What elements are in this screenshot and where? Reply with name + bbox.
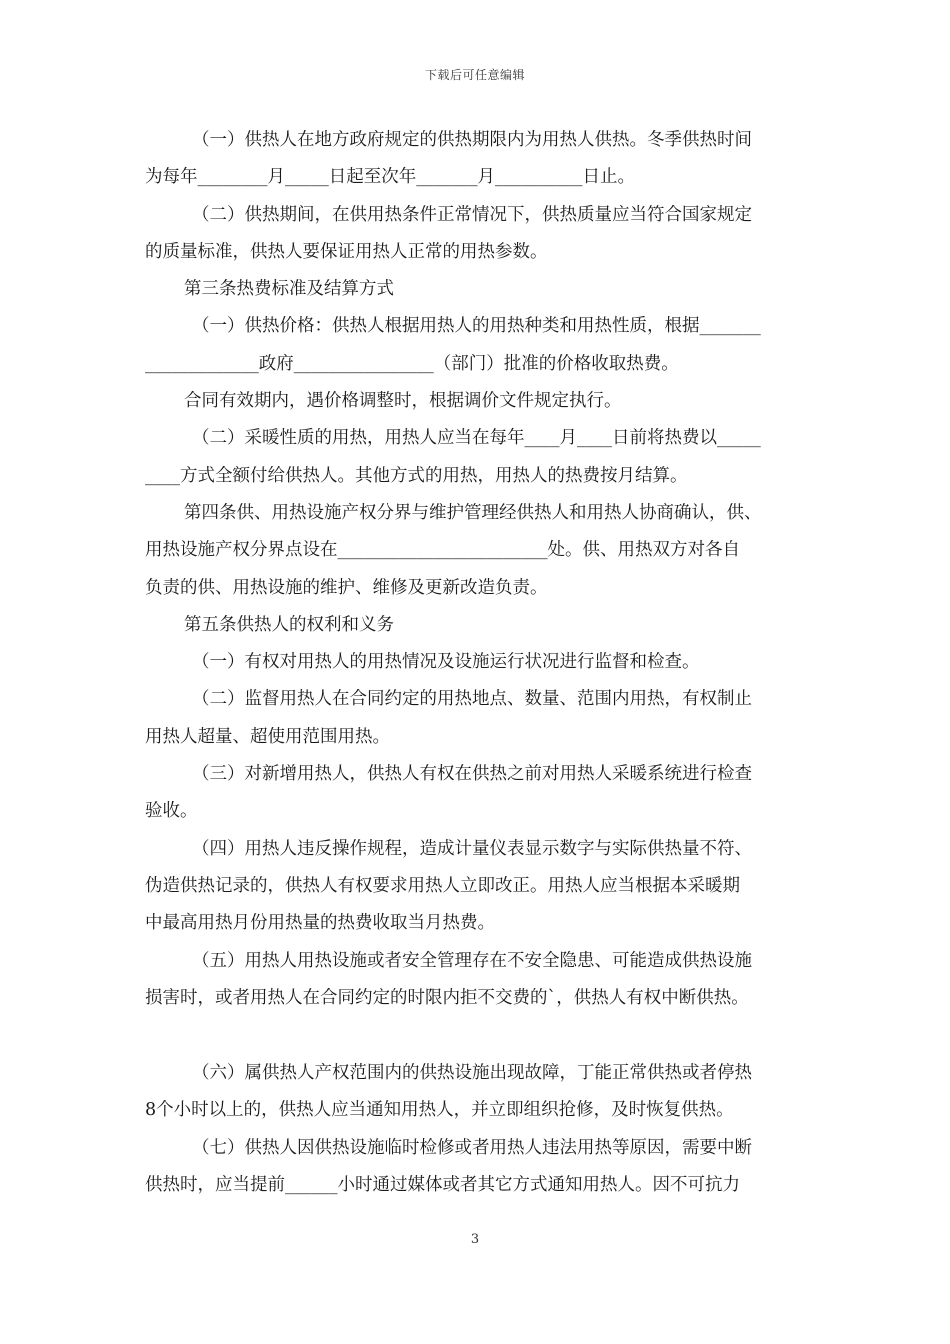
text-line: （一）供热人在地方政府规定的供热期限内为用热人供热。冬季供热时间 — [192, 130, 752, 150]
text-line: 8个小时以上的，供热人应当通知用热人，并立即组织抢修，及时恢复供热。 — [145, 1100, 734, 1121]
text-line: （二）供热期间，在供用热条件正常情况下，供热质量应当符合国家规定 — [192, 204, 752, 225]
text-line: 为每年________月_____日起至次年_______月__________日止。 — [145, 167, 635, 188]
text-line: 供热时，应当提前______小时通过媒体或者其它方式通知用热人。因不可抗力 — [145, 1175, 740, 1196]
text-line: 损害时，或者用热人在合同约定的时限内拒不交费的`，供热人有权中断供热。 — [145, 987, 749, 1008]
text-line: （二）采暖性质的用热，用热人应当在每年____月____日前将热费以_____ — [192, 428, 761, 449]
text-line: 负责的供、用热设施的维护、维修及更新改造负责。 — [145, 577, 548, 598]
text-line: （一）供热价格：供热人根据用热人的用热种类和用热性质，根据_______ — [192, 316, 761, 337]
text-line: 的质量标准，供热人要保证用热人正常的用热参数。 — [145, 241, 548, 262]
section-heading: 第三条热费标准及结算方式 — [184, 279, 394, 300]
section-heading: 第四条供、用热设施产权分界与维护管理经供热人和用热人协商确认，供、 — [184, 502, 762, 523]
text-line: 用热人超量、超使用范围用热。 — [145, 726, 390, 747]
section-heading: 第五条供热人的权利和义务 — [184, 614, 394, 635]
text-line: 验收。 — [145, 801, 198, 822]
text-line: （一）有权对用热人的用热情况及设施运行状况进行监督和检查。 — [192, 652, 700, 673]
text-line: 用热设施产权分界点设在________________________处。供、用热双方对各自 — [145, 540, 740, 561]
text-line: （四）用热人违反操作规程，造成计量仪表显示数字与实际供热量不符、 — [192, 838, 752, 859]
text-line: 中最高用热月份用热量的热费收取当月热费。 — [145, 913, 495, 934]
document-body — [145, 122, 825, 1204]
page-header: 下载后可任意编辑 — [424, 68, 525, 82]
text-line: （五）用热人用热设施或者安全管理存在不安全隐患、可能造成供热设施 — [192, 950, 752, 971]
paragraph-gap — [145, 1017, 825, 1055]
text-line: （七）供热人因供热设施临时检修或者用热人违法用热等原因，需要中断 — [192, 1137, 752, 1158]
page-number: 3 — [470, 1232, 480, 1247]
text-line: （三）对新增用热人，供热人有权在供热之前对用热人采暖系统进行检查 — [192, 764, 752, 785]
text-line: 合同有效期内，遇价格调整时，根据调价文件规定执行。 — [184, 391, 622, 412]
text-line: 伪造供热记录的，供热人有权要求用热人立即改正。用热人应当根据本采暖期 — [145, 875, 740, 896]
text-line: （六）属供热人产权范围内的供热设施出现故障，丁能正常供热或者停热 — [192, 1063, 752, 1084]
text-line: （二）监督用热人在合同约定的用热地点、数量、范围内用热，有权制止 — [192, 689, 752, 710]
text-line: _____________政府________________（部门）批准的价格收取热费。 — [145, 353, 679, 374]
text-line: ____方式全额付给供热人。其他方式的用热，用热人的热费按月结算。 — [145, 465, 688, 486]
